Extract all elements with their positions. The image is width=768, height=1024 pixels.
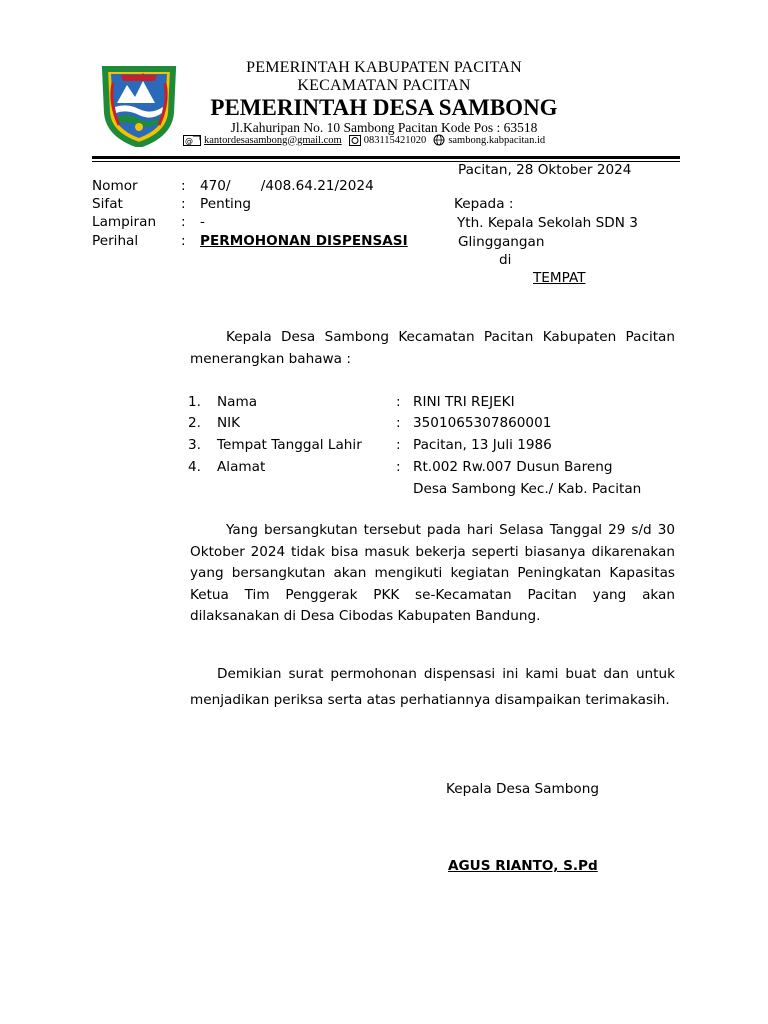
globe-icon xyxy=(433,134,445,146)
identity-value-nik: 3501065307860001 xyxy=(413,415,552,431)
phone-contact xyxy=(349,135,427,146)
identity-value-nama: RINI TRI REJEKI xyxy=(413,394,515,410)
meta-label-lampiran: Lampiran xyxy=(92,214,157,230)
signature-title: Kepala Desa Sambong xyxy=(446,781,599,797)
recipient-di: di xyxy=(499,252,512,268)
identity-colon: : xyxy=(396,415,401,431)
recipient-kepada: Kepada : xyxy=(454,196,514,212)
meta-label-perihal: Perihal xyxy=(92,233,139,249)
identity-num: 4. xyxy=(188,459,201,475)
meta-value-perihal: PERMOHONAN DISPENSASI xyxy=(200,233,408,249)
contact-line xyxy=(183,134,552,146)
identity-num: 3. xyxy=(188,437,201,453)
intro-paragraph: Kepala Desa Sambong Kecamatan Pacitan Kabupaten Pacitan menerangkan bahawa : xyxy=(190,329,675,367)
recipient-tempat: TEMPAT xyxy=(533,270,586,286)
office-address: Jl.Kahuripan No. 10 Sambong Pacitan Kode Pos : 63518 xyxy=(230,120,538,135)
identity-num: 2. xyxy=(188,415,201,431)
meta-value-nomor: 470/ /408.64.21/2024 xyxy=(200,178,374,194)
email-text: kantordesasambong@gmail.com xyxy=(204,134,342,146)
email-icon xyxy=(183,135,201,146)
meta-colon: : xyxy=(181,214,186,230)
meta-colon: : xyxy=(181,196,186,212)
identity-value-alamat-1: Rt.002 Rw.007 Dusun Bareng xyxy=(413,459,613,475)
whatsapp-icon xyxy=(349,135,361,146)
identity-label-nama: Nama xyxy=(217,394,258,410)
identity-label-alamat: Alamat xyxy=(217,459,266,475)
identity-value-ttl: Pacitan, 13 Juli 1986 xyxy=(413,437,552,453)
body-paragraph-2: Demikian surat permohonan dispensasi ini kami buat dan untuk menjadikan periksa serta atas perhatiannya disampaikan terimakasih. xyxy=(190,666,675,708)
email-contact xyxy=(183,135,342,146)
district-line: KECAMATAN PACITAN xyxy=(297,77,471,94)
meta-label-nomor: Nomor xyxy=(92,178,138,194)
svg-text:@: @ xyxy=(185,136,193,145)
website-text: sambong.kabpacitan.id xyxy=(448,134,546,146)
government-line: PEMERINTAH KABUPATEN PACITAN xyxy=(246,59,522,76)
website-contact xyxy=(433,134,545,146)
signature-name: AGUS RIANTO, S.Pd xyxy=(448,858,598,874)
letterhead-rule-thick xyxy=(92,156,680,159)
identity-colon: : xyxy=(396,437,401,453)
meta-value-sifat: Penting xyxy=(200,196,252,212)
recipient-line1: Yth. Kepala Sekolah SDN 3 xyxy=(457,215,638,231)
identity-colon: : xyxy=(396,394,401,410)
identity-num: 1. xyxy=(188,394,201,410)
body-paragraph-1: Yang bersangkutan tersebut pada hari Selasa Tanggal 29 s/d 30 Oktober 2024 tidak bisa masuk bekerja seperti biasanya dikarenakan yang bersangkutan akan mengikuti kegiatan Peningkatan Kapasitas Ketua Tim Penggerak PKK se-Kecamatan Pacitan yang akan dilaksanakan di Desa Cibodas Kabupaten Bandung. xyxy=(190,522,675,624)
identity-label-ttl: Tempat Tanggal Lahir xyxy=(217,437,362,453)
meta-label-sifat: Sifat xyxy=(92,196,123,212)
phone-text: 083115421020 xyxy=(363,134,427,146)
meta-colon: : xyxy=(181,233,186,249)
identity-value-alamat-2: Desa Sambong Kec./ Kab. Pacitan xyxy=(413,481,642,497)
place-date: Pacitan, 28 Oktober 2024 xyxy=(458,162,632,178)
meta-colon: : xyxy=(181,178,186,194)
village-title: PEMERINTAH DESA SAMBONG xyxy=(210,95,558,120)
recipient-line2: Glinggangan xyxy=(458,234,545,250)
identity-colon: : xyxy=(396,459,401,475)
meta-value-lampiran: - xyxy=(200,214,205,230)
identity-label-nik: NIK xyxy=(217,415,241,431)
